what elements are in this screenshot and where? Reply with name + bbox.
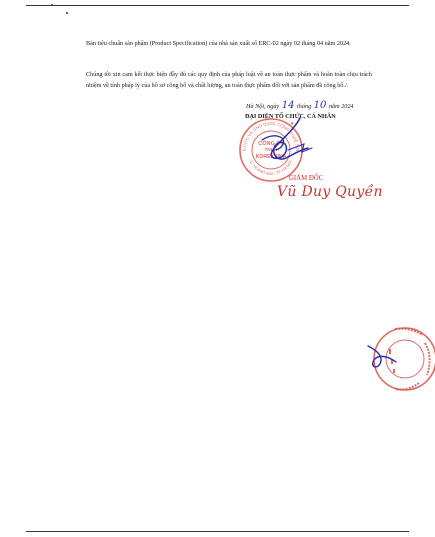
director-name: Vũ Duy Quyền <box>277 184 383 200</box>
seal-bottom-text: Q. HOÀNG MAI - TP. HÀ NỘI <box>249 159 293 177</box>
seal-center-name: KOREXVINA <box>255 154 287 160</box>
paragraph-commitment: Chúng tôi xin cam kết thực hiện đầy đủ các quy định của pháp luật về an toàn thực phẩm và hoàn toàn chịu trách nhiệm về tính pháp lý của hồ sơ công bố và chất lượng, an toàn thực phẩm đối với sản phẩm đã công bố./. <box>86 71 372 89</box>
date-line <box>246 100 376 111</box>
paragraph-specification: Bản tiêu chuẩn sản phẩm (Product Specification) của nhà sản xuất số ERC-02 ngày 02 tháng 04 năm 2024. <box>86 40 351 47</box>
seal-center-top: CÔNG TY <box>258 141 284 147</box>
scan-speck <box>51 4 53 6</box>
handwritten-day: 14 <box>281 100 295 111</box>
director-title: GIÁM ĐỐC <box>289 175 324 182</box>
svg-text:★: ★ <box>290 122 295 127</box>
partial-signature-icon <box>366 340 402 374</box>
seal-center-mid: TNHH <box>264 147 278 152</box>
scan-speck <box>66 12 68 14</box>
scan-edge-bottom <box>26 531 409 532</box>
organization-label: ĐẠI DIỆN TỔ CHỨC, CÁ NHÂN <box>245 113 336 120</box>
date-year: năm 2024 <box>328 103 354 110</box>
date-place: Hà Nội, ngày <box>246 103 280 110</box>
signature-icon <box>252 112 316 174</box>
scan-edge-top <box>26 5 409 6</box>
date-month-label: tháng <box>297 103 312 110</box>
seal-ring-text: N CỨU VÀ ỨNG DỤNG CÔNG NGHỆ SIN <box>241 120 301 152</box>
handwritten-month: 10 <box>313 100 327 111</box>
